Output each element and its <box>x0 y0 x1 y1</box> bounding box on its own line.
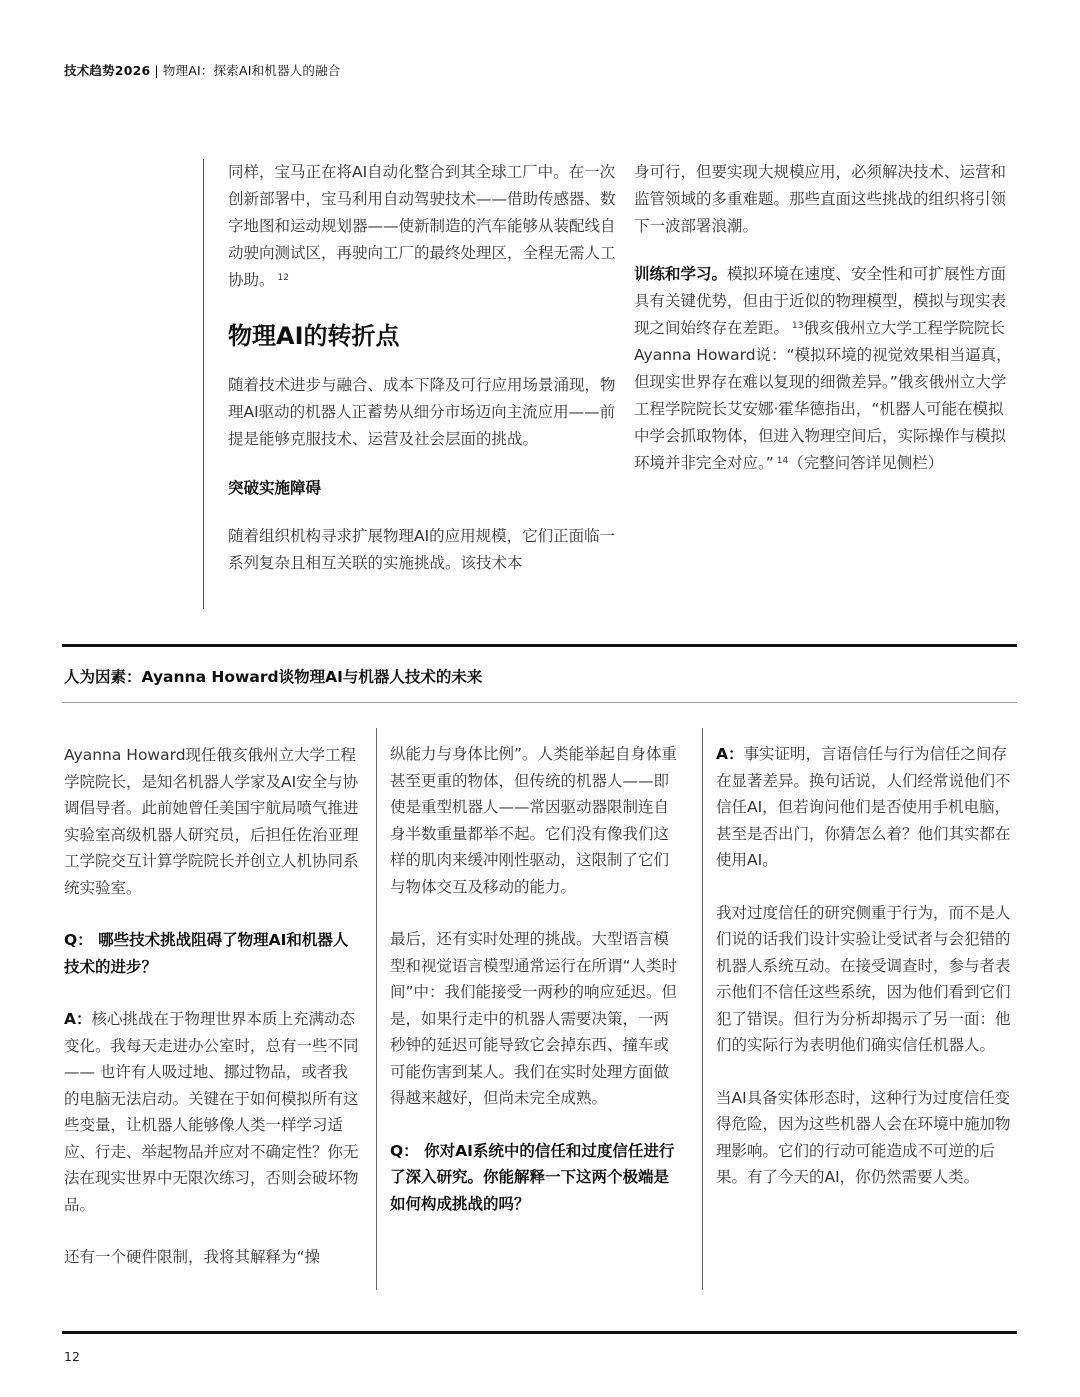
training-text-a: 模拟环境在速度、安全性和可扩展性方面具有关键优势，但由于近似的物理模型，模拟与现实表现之间始终存在差距。 <box>634 265 1007 337</box>
top-right-column <box>634 159 1014 477</box>
intro-text: 同样，宝马正在将AI自动化整合到其全球工厂中。在一次创新部署中，宝马利用自动驾驶技术——借助传感器、数字地图和运动规划器——使新制造的汽车能够从装配线自动驶向测试区，再驶向工厂的最终处理区，全程无需人工协助。 <box>228 163 616 289</box>
hardware-paragraph: 纵能力与身体比例”。人类能举起自身体重甚至更重的物体，但传统的机器人——即使是重型机器人——常因驱动器限制连自身半数重量都举不起。它们没有像我们这样的肌肉来缓冲刚性驱动，这限制了它们与物体交互及移动的能力。 <box>390 745 678 896</box>
sidebar-title: 人为因素：Ayanna Howard谈物理AI与机器人技术的未来 <box>64 668 483 686</box>
training-text-c: （完整问答详见侧栏） <box>788 454 944 472</box>
running-header <box>64 61 341 79</box>
subsection-heading: 突破实施障碍 <box>228 479 322 497</box>
sidebar-column-1 <box>64 742 359 1271</box>
sidebar-bottom-rule <box>62 1331 1017 1334</box>
footnote-ref-12[interactable]: 12 <box>277 273 289 283</box>
answer-1-label: A： <box>64 1010 92 1028</box>
section-heading: 物理AI的转折点 <box>228 322 400 350</box>
answer-2-label: A： <box>716 745 744 763</box>
continuation-paragraph: 身可行，但要实现大规模应用，必须解决技术、运营和监管领域的多重难题。那些直面这些挑战的组织将引领下一波部署浪潮。 <box>634 163 1007 235</box>
answer-1 <box>64 1006 359 1218</box>
footnote-ref-13[interactable]: 13 <box>792 321 804 331</box>
question-1: Q： 哪些技术挑战阻碍了物理AI和机器人技术的进步？ <box>64 931 349 976</box>
header-separator: | <box>154 63 159 78</box>
page-number: 12 <box>64 1349 80 1364</box>
turning-point-paragraph: 随着技术进步与融合、成本下降及可行应用场景涌现，物理AI驱动的机器人正蓄势从细分市场迈向主流应用——前提是能够克服技术、运营及社会层面的挑战。 <box>228 376 616 448</box>
realtime-paragraph: 最后，还有实时处理的挑战。大型语言模型和视觉语言模型通常运行在所谓“人类时间”中：我们能接受一两秒的响应延迟。但是，如果行走中的机器人需要决策，一两秒钟的延迟可能导致它会掉东西、撞车或可能伤害到某人。我们在实时处理方面做得越来越好，但尚未完全成熟。 <box>390 930 678 1107</box>
embodiment-paragraph: 当AI具备实体形态时，这种行为过度信任变得危险，因为这些机器人会在环境中施加物理影响。它们的行动可能造成不可逆的后果。有了今天的AI，你仍然需要人类。 <box>716 1088 1011 1186</box>
overtrust-paragraph: 我对过度信任的研究侧重于行为，而不是人们说的话我们设计实验让受试者与会犯错的机器人系统互动。在接受调查时，参与者表示他们不信任这些系统，因为他们看到它们犯了错误。但行为分析却揭示了另一面：他们的实际行为表明他们确实信任机器人。 <box>716 903 1011 1054</box>
sidebar-column-2 <box>376 728 678 1290</box>
sidebar-title-rule <box>62 702 1017 703</box>
top-left-column <box>203 159 621 609</box>
bio-paragraph: Ayanna Howard现任俄亥俄州立大学工程学院院长，是知名机器人学家及AI安全与协调倡导者。此前她曾任美国宇航局喷气推进实验室高级机器人研究员，后担任佐治亚理工学院交互计算学院院长并创立人机协同系统实验室。 <box>64 746 359 897</box>
header-subtitle: 物理AI：探索AI和机器人的融合 <box>162 63 341 78</box>
training-lead: 训练和学习。 <box>634 265 728 283</box>
answer-1-text: 核心挑战在于物理世界本质上充满动态变化。我每天走进办公室时，总有一些不同—— 也许有人吸过地、挪过物品，或者我的电脑无法启动。关键在于如何模拟所有这些变量，让机器人能够像人类一样学习适应、行走、举起物品并应对不确定性？你无法在现实世界中无限次练习，否则会破坏物品。 <box>64 1010 359 1214</box>
answer-1-continued: 还有一个硬件限制，我将其解释为“操 <box>64 1248 321 1266</box>
barriers-paragraph: 随着组织机构寻求扩展物理AI的应用规模，它们正面临一系列复杂且相互关联的实施挑战。该技术本 <box>228 527 616 572</box>
training-paragraph <box>634 261 1014 477</box>
header-series: 技术趋势2026 <box>64 63 151 78</box>
sidebar-top-rule <box>62 644 1017 647</box>
answer-2 <box>716 741 1021 874</box>
intro-paragraph <box>228 159 621 294</box>
answer-2-text: 事实证明，言语信任与行为信任之间存在显著差异。换句话说，人们经常说他们不信任AI，但若询问他们是否使用手机电脑，甚至是否出门，你猜怎么着？他们其实都在使用AI。 <box>716 745 1011 869</box>
sidebar-column-3 <box>702 728 1021 1290</box>
question-2: Q： 你对AI系统中的信任和过度信任进行了深入研究。你能解释一下这两个极端是如何构成挑战的吗？ <box>390 1141 675 1213</box>
footnote-ref-14[interactable]: 14 <box>776 456 789 466</box>
training-text-b: 俄亥俄州立大学工程学院院长Ayanna Howard说：“模拟环境的视觉效果相当逼真，但现实世界存在难以复现的细微差异。”俄亥俄州立大学工程学院院长艾安娜·霍华德指出，“机器人可能在模拟中学会抓取物体，但进入物理空间后，实际操作与模拟环境并非完全对应。” <box>634 319 1012 472</box>
